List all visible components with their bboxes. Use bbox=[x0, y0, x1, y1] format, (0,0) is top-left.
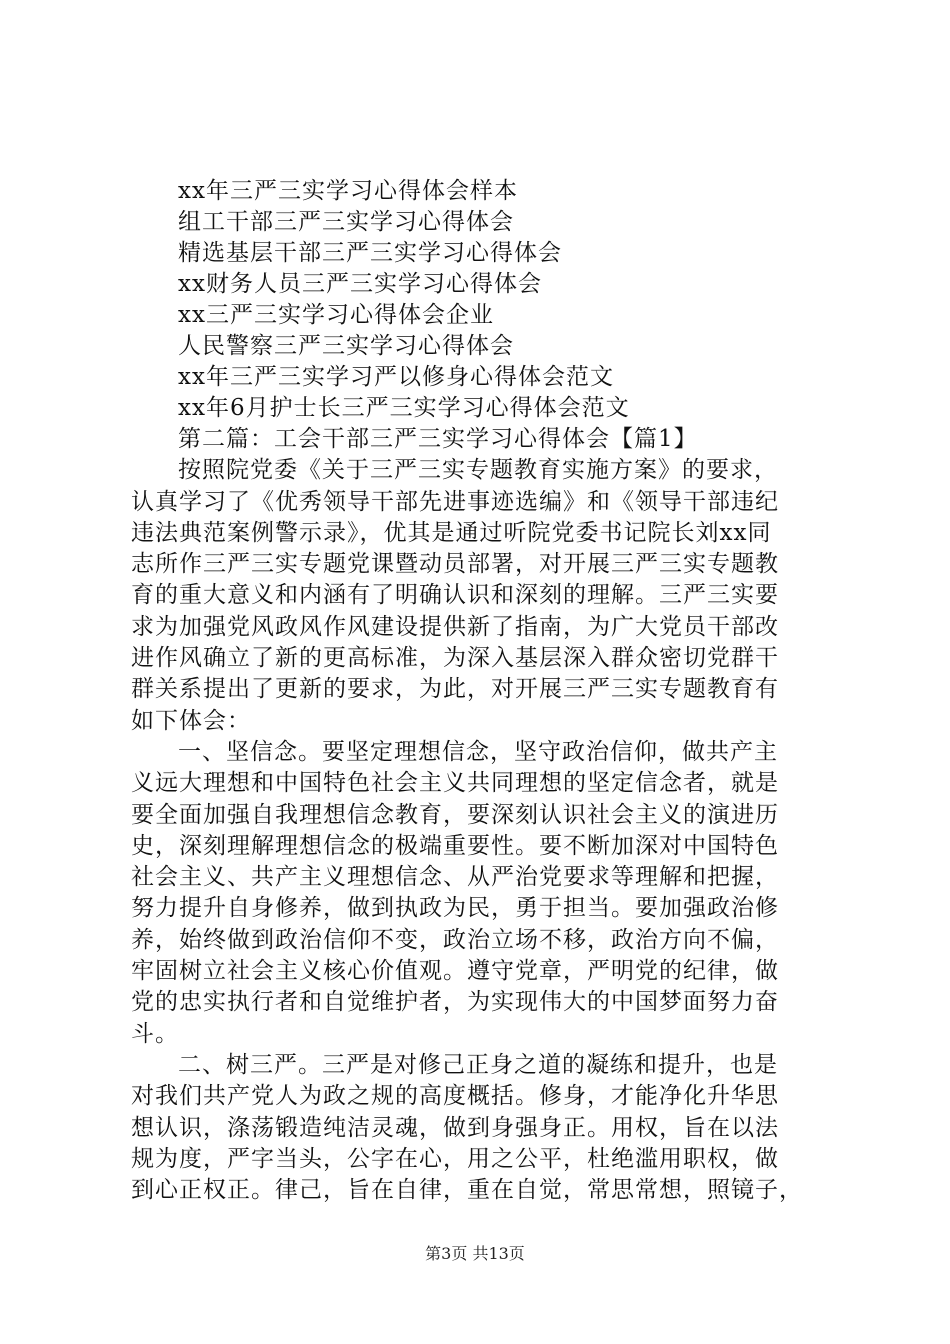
text-line: 对我们共产党人为政之规的高度概括。修身，才能净化升华思 bbox=[131, 1083, 779, 1110]
text-line: 养，始终做到政治信仰不变，政治立场不移，政治方向不偏， bbox=[131, 926, 779, 953]
list-item[interactable]: 人民警察三严三实学习心得体会 bbox=[178, 333, 514, 359]
article-body bbox=[131, 424, 836, 1206]
section-heading: 第二篇：工会干部三严三实学习心得体会【篇1】 bbox=[178, 426, 698, 452]
text-line: 斗。 bbox=[131, 1020, 179, 1047]
list-item[interactable]: xx财务人员三严三实学习心得体会 bbox=[178, 271, 542, 297]
list-item[interactable]: xx年三严三实学习心得体会样本 bbox=[178, 178, 518, 204]
text-line: 义远大理想和中国特色社会主义共同理想的坚定信念者，就是 bbox=[131, 770, 779, 797]
text-line: 按照院党委《关于三严三实专题教育实施方案》的要求， bbox=[178, 457, 778, 484]
text-line: 规为度，严字当头，公字在心，用之公平，杜绝滥用职权，做 bbox=[131, 1145, 779, 1172]
list-item[interactable]: 精选基层干部三严三实学习心得体会 bbox=[178, 240, 562, 266]
text-line: 想认识，涤荡锻造纯洁灵魂，做到身强身正。用权，旨在以法 bbox=[131, 1114, 779, 1141]
text-line: 二、树三严。三严是对修己正身之道的凝练和提升，也是 bbox=[178, 1051, 778, 1078]
text-line: 志所作三严三实专题党课暨动员部署，对开展三严三实专题教 bbox=[131, 551, 779, 578]
text-line: 社会主义、共产主义理想信念、从严治党要求等理解和把握， bbox=[131, 864, 779, 891]
text-line: 史，深刻理解理想信念的极端重要性。要不断加深对中国特色 bbox=[131, 832, 779, 859]
text-line: 违法典范案例警示录》，优其是通过听院党委书记院长刘xx同 bbox=[131, 519, 772, 546]
text-line: 育的重大意义和内涵有了明确认识和深刻的理解。三严三实要 bbox=[131, 582, 779, 609]
text-line: 牢固树立社会主义核心价值观。遵守党章，严明党的纪律，做 bbox=[131, 958, 779, 985]
text-line: 认真学习了《优秀领导干部先进事迹选编》和《领导干部违纪 bbox=[131, 488, 779, 515]
text-line: 党的忠实执行者和自觉维护者，为实现伟大的中国梦面努力奋 bbox=[131, 989, 779, 1016]
page-number-footer: 第3页 共13页 bbox=[425, 1244, 525, 1263]
list-item[interactable]: xx年6月护士长三严三实学习心得体会范文 bbox=[178, 395, 630, 421]
text-line: 要全面加强自我理想信念教育，要深刻认识社会主义的演进历 bbox=[131, 801, 779, 828]
text-line: 努力提升自身修养，做到执政为民，勇于担当。要加强政治修 bbox=[131, 895, 779, 922]
related-articles-list bbox=[178, 176, 878, 424]
text-line: 群关系提出了更新的要求，为此，对开展三严三实专题教育有 bbox=[131, 676, 779, 703]
text-line: 进作风确立了新的更高标准，为深入基层深入群众密切党群干 bbox=[131, 645, 779, 672]
list-item[interactable]: xx年三严三实学习严以修身心得体会范文 bbox=[178, 364, 614, 390]
list-item[interactable]: xx三严三实学习心得体会企业 bbox=[178, 302, 494, 328]
text-line: 求为加强党风政风作风建设提供新了指南，为广大党员干部改 bbox=[131, 613, 779, 640]
list-item[interactable]: 组工干部三严三实学习心得体会 bbox=[178, 209, 514, 235]
text-line: 如下体会： bbox=[131, 707, 251, 734]
text-line: 到心正权正。律己，旨在自律，重在自觉，常思常想，照镜子， bbox=[131, 1177, 803, 1204]
text-line: 一、坚信念。要坚定理想信念，坚守政治信仰，做共产主 bbox=[178, 738, 778, 765]
